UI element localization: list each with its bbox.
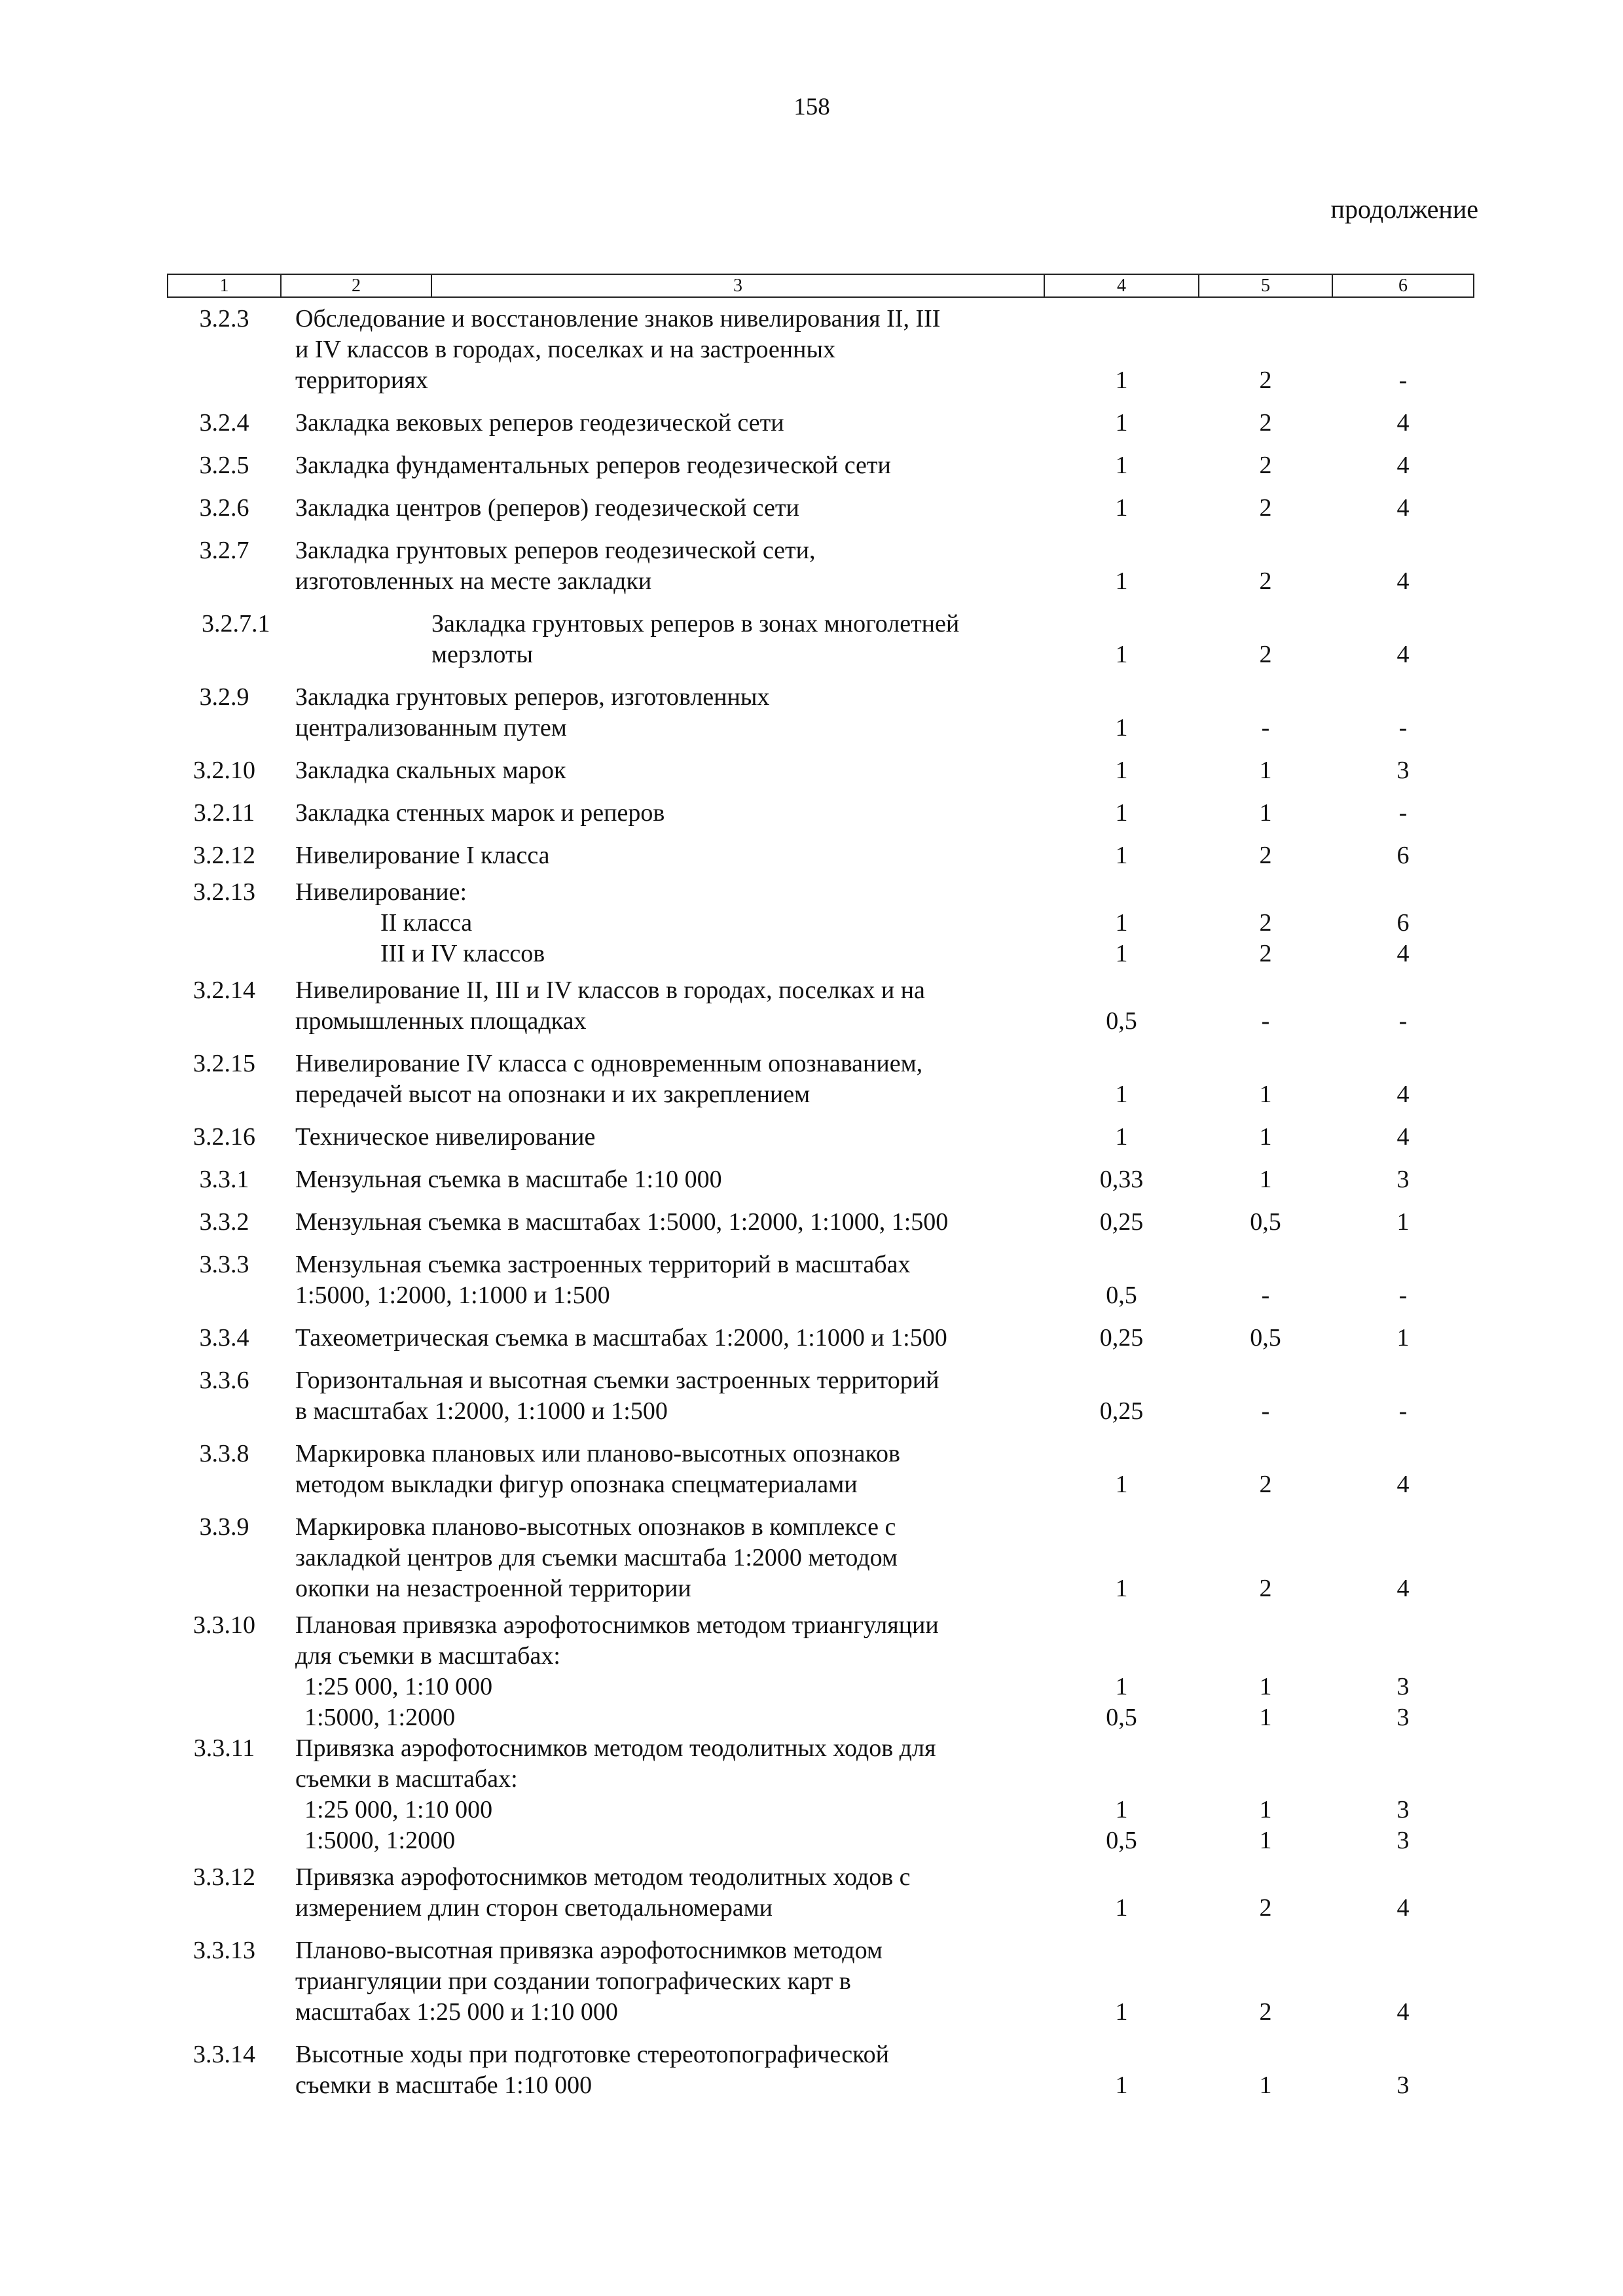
description-line: Тахеометрическая съемка в масштабах 1:2000, 1:1000 и 1:500 [295,1324,947,1352]
value-col5: 1 [1259,1166,1272,1193]
value-col6: 6 [1396,842,1410,869]
value-col6: - [1398,1282,1408,1309]
description-line: Привязка аэрофотоснимков методом теодолитных ходов с [295,1863,911,1891]
description-line: съемки в масштабе 1:10 000 [295,2072,593,2099]
value-col4: 1 [1115,1998,1128,2026]
row-description [281,969,1044,1043]
table-row [168,1244,1474,1317]
row-description [281,749,1044,792]
value-col6: - [1398,799,1408,827]
value-col6: 4 [1396,940,1410,967]
description-line: Горизонтальная и высотная съемки застроенных территорий [295,1367,939,1394]
value-col6: 6 [1396,909,1410,937]
value-col5: - [1261,714,1270,742]
subrow-label: 1:25 000, 1:10 000 [304,1673,493,1700]
value-col5: 1 [1259,1081,1272,1108]
value-col6: 3 [1396,757,1410,784]
value-col6: 1 [1396,1324,1410,1352]
header-cell: 4 [1044,274,1199,297]
description-line: Нивелирование I класса [295,842,550,869]
row-code: 3.3.10 [193,1611,255,1639]
row-code: 3.3.12 [193,1863,255,1891]
continuation-label: продолжение [1330,194,1478,224]
description-line: Закладка грунтовых реперов, изготовленных [295,683,770,711]
value-col5: - [1261,1397,1270,1425]
value-col6: 4 [1396,409,1410,437]
description-line: Планово-высотная привязка аэрофотоснимков методом [295,1937,883,1964]
table-subrow [168,939,1474,969]
value-col5: 1 [1259,1673,1272,1700]
row-code: 3.2.5 [199,452,249,479]
value-col4: 1 [1115,714,1128,742]
description-line: Привязка аэрофотоснимков методом теодолитных ходов для [295,1734,936,1762]
value-col5: 2 [1259,1575,1272,1602]
value-col6: 4 [1396,1894,1410,1922]
description-line: Нивелирование IV класса с одновременным опознаванием, [295,1050,923,1077]
row-code: 3.2.9 [199,683,249,711]
description-line: в масштабах 1:2000, 1:1000 и 1:500 [295,1397,668,1425]
value-col5: 1 [1259,757,1272,784]
table-row [168,1856,1474,1929]
value-col5: 1 [1259,2072,1272,2099]
row-description [281,529,1044,603]
value-col5: 1 [1259,1796,1272,1823]
description-line: Закладка стенных марок и реперов [295,799,665,827]
row-description [281,1317,1044,1359]
row-description [281,1856,1044,1929]
value-col5 [1199,1733,1332,1795]
description-line: Техническое нивелирование [295,1123,596,1151]
table-row [168,1929,1474,2034]
value-col6: 3 [1396,1704,1410,1731]
description-line: Маркировка планово-высотных опознаков в комплексе с [295,1513,896,1541]
value-col4: 0,5 [1106,1282,1137,1309]
row-description [281,1610,1044,1672]
value-col4 [1044,877,1199,908]
row-code: 3.3.2 [199,1208,249,1236]
header-cell: 3 [431,274,1044,297]
row-description [281,402,1044,444]
subrow-label: II класса [380,909,473,937]
row-description [431,603,1044,676]
table-row [168,676,1474,749]
value-col5: 1 [1259,1827,1272,1854]
row-description [281,1506,1044,1610]
row-code: 3.2.4 [199,409,249,437]
value-col6: - [1398,1007,1408,1035]
table-row [168,1506,1474,1610]
subrow-description [281,939,1044,969]
description-line: Мензульная съемка в масштабе 1:10 000 [295,1166,722,1193]
value-col4: 1 [1115,1796,1128,1823]
table-row [168,603,1474,676]
value-col4: 1 [1115,799,1128,827]
table-row [168,1116,1474,1158]
subrow-description [281,1702,1044,1733]
row-code: 3.3.9 [199,1513,249,1541]
row-code: 3.2.7 [199,537,249,564]
row-code: 3.3.11 [193,1734,255,1762]
value-col5 [1199,877,1332,908]
table-row [168,487,1474,529]
description-line: 1:5000, 1:2000, 1:1000 и 1:500 [295,1282,610,1309]
header-row [168,274,1474,297]
table-row [168,749,1474,792]
value-col5: 2 [1259,567,1272,595]
table-row [168,297,1474,402]
description-line: Мензульная съемка застроенных территорий в масштабах [295,1251,911,1278]
value-col6: 3 [1396,1166,1410,1193]
row-code: 3.3.4 [199,1324,249,1352]
row-description [281,877,1044,908]
table-row [168,1610,1474,1672]
subrow-label: 1:5000, 1:2000 [304,1827,456,1854]
table-body [168,297,1474,2107]
value-col4: 1 [1115,1894,1128,1922]
description-line: для съемки в масштабах: [295,1642,560,1670]
value-col6: 4 [1396,494,1410,522]
table-subrow [168,1795,1474,1825]
row-description [281,1733,1044,1795]
table-row [168,1433,1474,1506]
page-number: 158 [793,94,830,120]
row-description [281,1433,1044,1506]
value-col4: 1 [1115,409,1128,437]
value-col5: 2 [1259,367,1272,394]
row-code: 3.3.1 [199,1166,249,1193]
description-line: окопки на незастроенной территории [295,1575,691,1602]
table-row [168,1359,1474,1433]
value-col6 [1332,1610,1474,1672]
table-row [168,402,1474,444]
row-code: 3.2.3 [199,305,249,332]
value-col5: 0,5 [1250,1208,1281,1236]
description-line: Плановая привязка аэрофотоснимков методом триангуляции [295,1611,939,1639]
header-cell: 5 [1199,274,1332,297]
value-col5: 2 [1259,909,1272,937]
value-col4: 0,33 [1099,1166,1144,1193]
description-line: передачей высот на опознаки и их закреплением [295,1081,811,1108]
row-description [281,834,1044,877]
row-description [281,1359,1044,1433]
value-col6: - [1398,714,1408,742]
row-description [281,1116,1044,1158]
content-table [167,274,1474,2107]
table-subrow [168,1672,1474,1702]
row-code-empty [168,1795,281,1825]
row-description [281,2034,1044,2107]
description-line: закладкой центров для съемки масштаба 1:2000 методом [295,1544,898,1571]
value-col4: 0,25 [1099,1324,1144,1352]
value-col5: 0,5 [1250,1324,1281,1352]
description-line: Мензульная съемка в масштабах 1:5000, 1:2000, 1:1000, 1:500 [295,1208,949,1236]
description-line: методом выкладки фигур опознака спецматериалами [295,1471,858,1498]
value-col4: 1 [1115,494,1128,522]
value-col6: 4 [1396,1123,1410,1151]
value-col5: 1 [1259,799,1272,827]
row-code-empty [168,1702,281,1733]
row-code: 3.3.6 [199,1367,249,1394]
value-col5: 2 [1259,1471,1272,1498]
row-code: 3.3.14 [193,2041,255,2068]
row-description [281,444,1044,487]
value-col6: 4 [1396,1575,1410,1602]
value-col4: 1 [1115,1471,1128,1498]
row-description [281,1244,1044,1317]
description-line: промышленных площадках [295,1007,587,1035]
value-col4: 1 [1115,1081,1128,1108]
value-col4: 1 [1115,1575,1128,1602]
value-col5: - [1261,1007,1270,1035]
row-code: 3.2.16 [193,1123,255,1151]
header-cell: 1 [168,274,281,297]
description-line: изготовленных на месте закладки [295,567,652,595]
row-code: 3.2.14 [193,977,255,1004]
value-col6: 4 [1396,1081,1410,1108]
value-col6: 4 [1396,1471,1410,1498]
value-col4: 1 [1115,842,1128,869]
row-description [281,1929,1044,2034]
row-code: 3.2.10 [193,757,255,784]
description-line: измерением длин сторон светодальномерами [295,1894,773,1922]
value-col4: 0,25 [1099,1208,1144,1236]
row-description [281,1201,1044,1244]
value-col5: 2 [1259,1998,1272,2026]
description-line: Обследование и восстановление знаков нивелирования II, III [295,305,941,332]
value-col4: 0,5 [1106,1827,1137,1854]
table-row [168,834,1474,877]
value-col6: 4 [1396,1998,1410,2026]
table-row [168,2034,1474,2107]
description-line: Закладка фундаментальных реперов геодезической сети [295,452,891,479]
description-line: централизованным путем [295,714,567,742]
row-code: 3.3.3 [199,1251,249,1278]
row-description [281,1158,1044,1201]
row-code: 3.2.11 [193,799,255,827]
table-row [168,1201,1474,1244]
value-col4: 1 [1115,641,1128,668]
value-col6: 3 [1396,1827,1410,1854]
value-col4: 1 [1115,452,1128,479]
description-line: съемки в масштабах: [295,1765,518,1793]
value-col4: 1 [1115,567,1128,595]
table-row [168,529,1474,603]
description-line: триангуляции при создании топографических карт в [295,1967,851,1995]
value-col4: 1 [1115,909,1128,937]
description-line: Закладка грунтовых реперов в зонах многолетней [431,610,960,637]
row-description [281,676,1044,749]
row-description [281,792,1044,834]
table-subrow [168,1825,1474,1856]
row-code: 3.2.13 [193,878,255,906]
table-subrow [168,1702,1474,1733]
value-col6 [1332,877,1474,908]
value-col5: 2 [1259,940,1272,967]
row-code: 3.2.6 [199,494,249,522]
row-code: 3.3.8 [199,1440,249,1467]
value-col6: 1 [1396,1208,1410,1236]
table-row [168,1733,1474,1795]
table-row [168,792,1474,834]
subrow-description [281,908,1044,939]
description-line: Закладка вековых реперов геодезической сети [295,409,784,437]
value-col5: 2 [1259,409,1272,437]
table-row [168,877,1474,908]
value-col4: 1 [1115,940,1128,967]
value-col6: 4 [1396,567,1410,595]
header-cell: 2 [281,274,431,297]
value-col4: 1 [1115,1673,1128,1700]
value-col4: 1 [1115,757,1128,784]
value-col5 [1199,1610,1332,1672]
table-subrow [168,908,1474,939]
value-col6: 3 [1396,1673,1410,1700]
table-row [168,969,1474,1043]
subrow-description [281,1825,1044,1856]
value-col6: - [1398,1397,1408,1425]
value-col6: 3 [1396,2072,1410,2099]
value-col5: 2 [1259,641,1272,668]
value-col5: 1 [1259,1123,1272,1151]
value-col5: 1 [1259,1704,1272,1731]
value-col5: 2 [1259,494,1272,522]
description-line: Закладка центров (реперов) геодезической сети [295,494,799,522]
row-code-empty [168,1825,281,1856]
value-col4 [1044,1733,1199,1795]
value-col4: 1 [1115,367,1128,394]
row-code: 3.2.15 [193,1050,255,1077]
row-description [281,1043,1044,1116]
description-line: территориях [295,367,428,394]
row-code-empty [168,1672,281,1702]
description-line: Маркировка плановых или планово-высотных опознаков [295,1440,900,1467]
value-col5: 2 [1259,1894,1272,1922]
value-col5: 2 [1259,452,1272,479]
row-code-empty [168,908,281,939]
description-line: Закладка скальных марок [295,757,566,784]
description-line: масштабах 1:25 000 и 1:10 000 [295,1998,618,2026]
description-line: мерзлоты [431,641,533,668]
subrow-label: 1:25 000, 1:10 000 [304,1796,493,1823]
value-col6: 3 [1396,1796,1410,1823]
description-line: Нивелирование II, III и IV классов в городах, поселках и на [295,977,925,1004]
subrow-label: III и IV классов [380,940,545,967]
value-col4: 1 [1115,2072,1128,2099]
value-col5: 2 [1259,842,1272,869]
value-col4: 0,5 [1106,1007,1137,1035]
value-col4: 0,5 [1106,1704,1137,1731]
row-code-empty [168,939,281,969]
row-code: 3.2.7.1 [202,610,270,637]
subrow-label: 1:5000, 1:2000 [304,1704,456,1731]
row-code: 3.3.13 [193,1937,255,1964]
row-code: 3.2.12 [193,842,255,869]
subrow-description [281,1795,1044,1825]
value-col6: 4 [1396,641,1410,668]
value-col4: 0,25 [1099,1397,1144,1425]
value-col4: 1 [1115,1123,1128,1151]
description-line: Закладка грунтовых реперов геодезической сети, [295,537,816,564]
value-col6 [1332,1733,1474,1795]
value-col6: - [1398,367,1408,394]
description-line: Высотные ходы при подготовке стереотопографической [295,2041,889,2068]
table-row [168,1158,1474,1201]
description-line: Нивелирование: [295,878,467,906]
row-description [281,297,1044,402]
table-row [168,444,1474,487]
description-line: и IV классов в городах, поселках и на застроенных [295,336,835,363]
value-col5: - [1261,1282,1270,1309]
table-row [168,1317,1474,1359]
table-row [168,1043,1474,1116]
value-col4 [1044,1610,1199,1672]
row-description [281,487,1044,529]
value-col6: 4 [1396,452,1410,479]
header-cell: 6 [1332,274,1474,297]
subrow-description [281,1672,1044,1702]
